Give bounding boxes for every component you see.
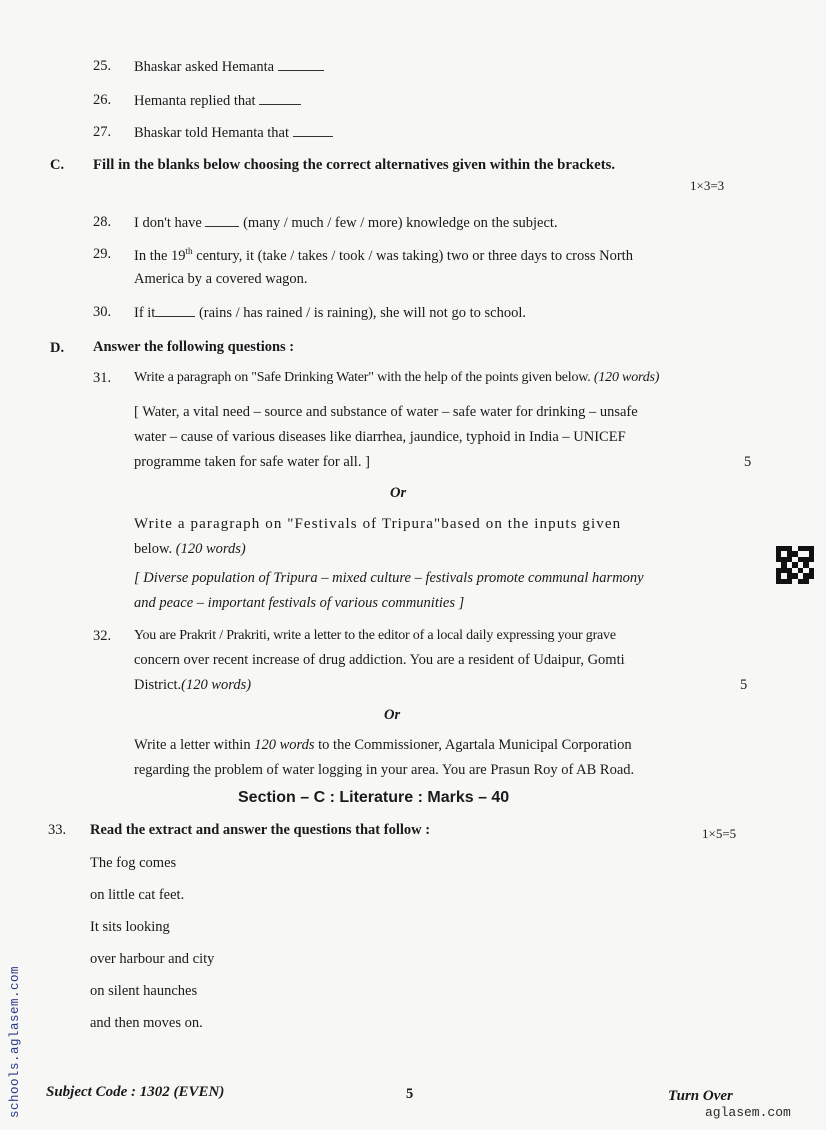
q31-marks: 5 — [744, 454, 752, 470]
q28-pre: I don't have — [134, 215, 202, 231]
q31-alt-line2 — [134, 541, 246, 558]
q31-or: Or — [390, 485, 407, 501]
q26-label: Hemanta replied that — [134, 93, 256, 109]
q32-line1: You are Prakrit / Prakriti, write a letter to the editor of a local daily expressing your grave — [134, 628, 616, 643]
q31-alt-line1: Write a paragraph on "Festivals of Tripura"based on the inputs given — [134, 516, 622, 532]
q29-line2: America by a covered wagon. — [134, 271, 308, 287]
q25-label: Bhaskar asked Hemanta — [134, 59, 275, 75]
q28-text — [134, 214, 558, 232]
q33-number: 33. — [48, 822, 67, 838]
qr-code-icon — [776, 546, 814, 584]
q32-marks: 5 — [740, 677, 748, 693]
poem-line-4: over harbour and city — [90, 951, 215, 967]
q31-text — [134, 370, 659, 386]
q30-pre: If it — [134, 305, 156, 321]
q30-post: (rains / has rained / is raining), she will not go to school. — [198, 305, 526, 321]
q28-number: 28. — [93, 214, 112, 230]
side-watermark: schools.aglasem.com — [8, 965, 22, 1118]
corner-watermark: aglasem.com — [705, 1105, 791, 1120]
q32-alt-line1 — [134, 737, 632, 754]
q29-number: 29. — [93, 246, 112, 262]
q26-blank — [259, 92, 301, 105]
q27-label: Bhaskar told Hemanta that — [134, 125, 290, 141]
q27-number: 27. — [93, 124, 112, 140]
footer-turn-over: Turn Over — [668, 1088, 733, 1104]
q32-line3 — [134, 677, 251, 694]
q27-text — [134, 124, 333, 142]
q31-number: 31. — [93, 370, 112, 386]
q25-text — [134, 58, 324, 76]
q32-number: 32. — [93, 628, 112, 644]
q31-points-line2: water – cause of various diseases like diarrhea, jaundice, typhoid in India – UNICEF — [134, 429, 626, 445]
q31-prompt: Write a paragraph on "Safe Drinking Water" with the help of the points given below. — [134, 370, 591, 385]
q32-or: Or — [384, 707, 401, 723]
poem-line-1: The fog comes — [90, 855, 177, 871]
footer-page-number: 5 — [406, 1086, 414, 1102]
poem-line-3: It sits looking — [90, 919, 170, 935]
q28-blank — [205, 214, 239, 227]
q31-alt-points-line1: [ Diverse population of Tripura – mixed culture – festivals promote communal harmony — [134, 570, 644, 586]
q30-blank — [155, 304, 195, 317]
q26-number: 26. — [93, 92, 112, 108]
q27-blank — [293, 124, 333, 137]
q25-number: 25. — [93, 58, 112, 74]
section-c-title: Fill in the blanks below choosing the correct alternatives given within the brackets. — [93, 157, 616, 173]
q28-post: (many / much / few / more) knowledge on the subject. — [243, 215, 558, 231]
q31-points-line1: [ Water, a vital need – source and substance of water – safe water for drinking – unsafe — [134, 404, 638, 420]
section-d-title: Answer the following questions : — [93, 339, 295, 355]
q31-alt-words: (120 words) — [175, 541, 246, 557]
q32-alt-line2: regarding the problem of water logging in your area. You are Prasun Roy of AB Road. — [134, 762, 635, 778]
section-literature-title: Section – C : Literature : Marks – 40 — [238, 789, 510, 806]
poem-line-2: on little cat feet. — [90, 887, 185, 903]
q29-pre: In the 19 — [134, 247, 186, 264]
poem-line-5: on silent haunches — [90, 983, 198, 999]
poem-line-6: and then moves on. — [90, 1015, 203, 1031]
q32-alt-post: to the Commissioner, Agartala Municipal Corporation — [318, 737, 632, 753]
q32-line2: concern over recent increase of drug addiction. You are a resident of Udaipur, Gomti — [134, 652, 625, 668]
q30-number: 30. — [93, 304, 112, 320]
footer-subject-code: Subject Code : 1302 (EVEN) — [46, 1084, 225, 1100]
q32-alt-words: 120 words — [254, 737, 315, 753]
section-c-marks: 1×3=3 — [690, 178, 725, 193]
q25-blank — [278, 58, 324, 71]
q32-district: District. — [134, 677, 182, 693]
q30-text — [134, 304, 526, 322]
q31-alt-below: below. — [134, 541, 173, 557]
q33-text: Read the extract and answer the questions that follow : — [90, 822, 431, 838]
q31-alt-points-line2: and peace – important festivals of various communities ] — [134, 595, 465, 611]
section-c-label: C. — [50, 157, 65, 173]
q31-words: (120 words) — [593, 370, 660, 385]
q29-line1 — [134, 246, 633, 265]
q32-alt-pre: Write a letter within — [134, 737, 251, 753]
section-d-label: D. — [50, 340, 65, 356]
q29-sup: th — [185, 246, 193, 256]
q31-points-line3: programme taken for safe water for all. ] — [134, 454, 370, 470]
q29-rest: century, it (take / takes / took / was taking) two or three days to cross North — [196, 247, 633, 264]
q33-marks: 1×5=5 — [702, 826, 737, 841]
q32-words: (120 words) — [181, 677, 252, 693]
q26-text — [134, 92, 301, 110]
